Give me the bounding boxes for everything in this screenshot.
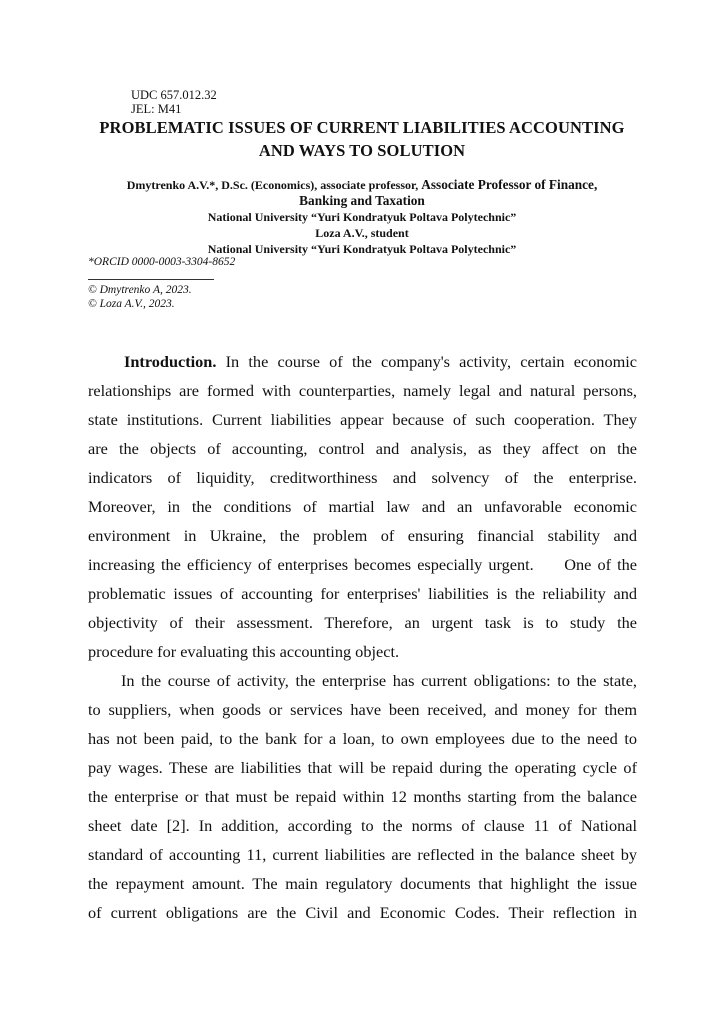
body-line: sheet date [2]. In addition, according to the norms of clause 11 of National — [88, 816, 637, 835]
author1-department: Banking and Taxation — [299, 193, 425, 208]
body-line-text: In the course of the company's activity, certain economic — [225, 352, 637, 371]
author2-name: Loza A.V., student — [315, 226, 409, 240]
body-line — [88, 347, 637, 376]
author2-affiliation: National University “Yuri Kondratyuk Poltava Polytechnic” — [207, 242, 517, 256]
author1-position: Associate Professor of Finance, — [421, 177, 598, 192]
body-line: relationships are formed with counterparties, namely legal and natural persons, — [88, 381, 637, 400]
body-line: the enterprise or that must be repaid within 12 months starting from the balance — [88, 787, 637, 806]
copyright-line2: © Loza A.V., 2023. — [88, 298, 175, 310]
body-line: procedure for evaluating this accounting object. — [88, 642, 400, 661]
body-line: to suppliers, when goods or services have been received, and money for them — [88, 700, 637, 719]
jel-code: JEL: M41 — [131, 102, 182, 116]
copyright-line1: © Dmytrenko A, 2023. — [88, 284, 192, 296]
orcid: *ORCID 0000-0003-3304-8652 — [88, 256, 236, 268]
intro-heading: Introduction. — [124, 352, 217, 371]
author1-credentials: Dmytrenko A.V.*, D.Sc. (Economics), associate professor, — [126, 178, 419, 192]
body-line: Moreover, in the conditions of martial law and an unfavorable economic — [88, 497, 637, 516]
paper-title-line2: AND WAYS TO SOLUTION — [258, 141, 466, 160]
body-line: has not been paid, to the bank for a loan, to own employees due to the need to — [88, 729, 637, 748]
body-line: state institutions. Current liabilities appear because of such cooperation. They — [88, 410, 637, 429]
body-line: In the course of activity, the enterprise has current obligations: to the state, — [121, 671, 637, 690]
body-line: problematic issues of accounting for enterprises' liabilities is the reliability and — [88, 584, 637, 603]
author1-line1 — [60, 177, 664, 193]
body-line: pay wages. These are liabilities that will be repaid during the operating cycle of — [88, 758, 637, 777]
body-line: standard of accounting 11, current liabilities are reflected in the balance sheet by — [88, 845, 637, 864]
paper-title-line1: PROBLEMATIC ISSUES OF CURRENT LIABILITIES ACCOUNTING — [99, 118, 625, 137]
body-text — [88, 347, 637, 927]
body-line: objectivity of their assessment. Therefore, an urgent task is to study the — [88, 613, 637, 632]
body-line: indicators of liquidity, creditworthiness and solvency of the enterprise. — [88, 468, 637, 487]
body-line: of current obligations are the Civil and Economic Codes. Their reflection in — [88, 903, 637, 922]
body-line: increasing the efficiency of enterprises becomes especially urgent. One of the — [88, 555, 637, 574]
author1-affiliation: National University “Yuri Kondratyuk Poltava Polytechnic” — [207, 210, 517, 224]
body-line: environment in Ukraine, the problem of ensuring financial stability and — [88, 526, 637, 545]
footnote-divider — [88, 279, 214, 280]
body-line: are the objects of accounting, control and analysis, as they affect on the — [88, 439, 637, 458]
body-line: the repayment amount. The main regulatory documents that highlight the issue — [88, 874, 637, 893]
udc-code: UDC 657.012.32 — [131, 88, 217, 102]
